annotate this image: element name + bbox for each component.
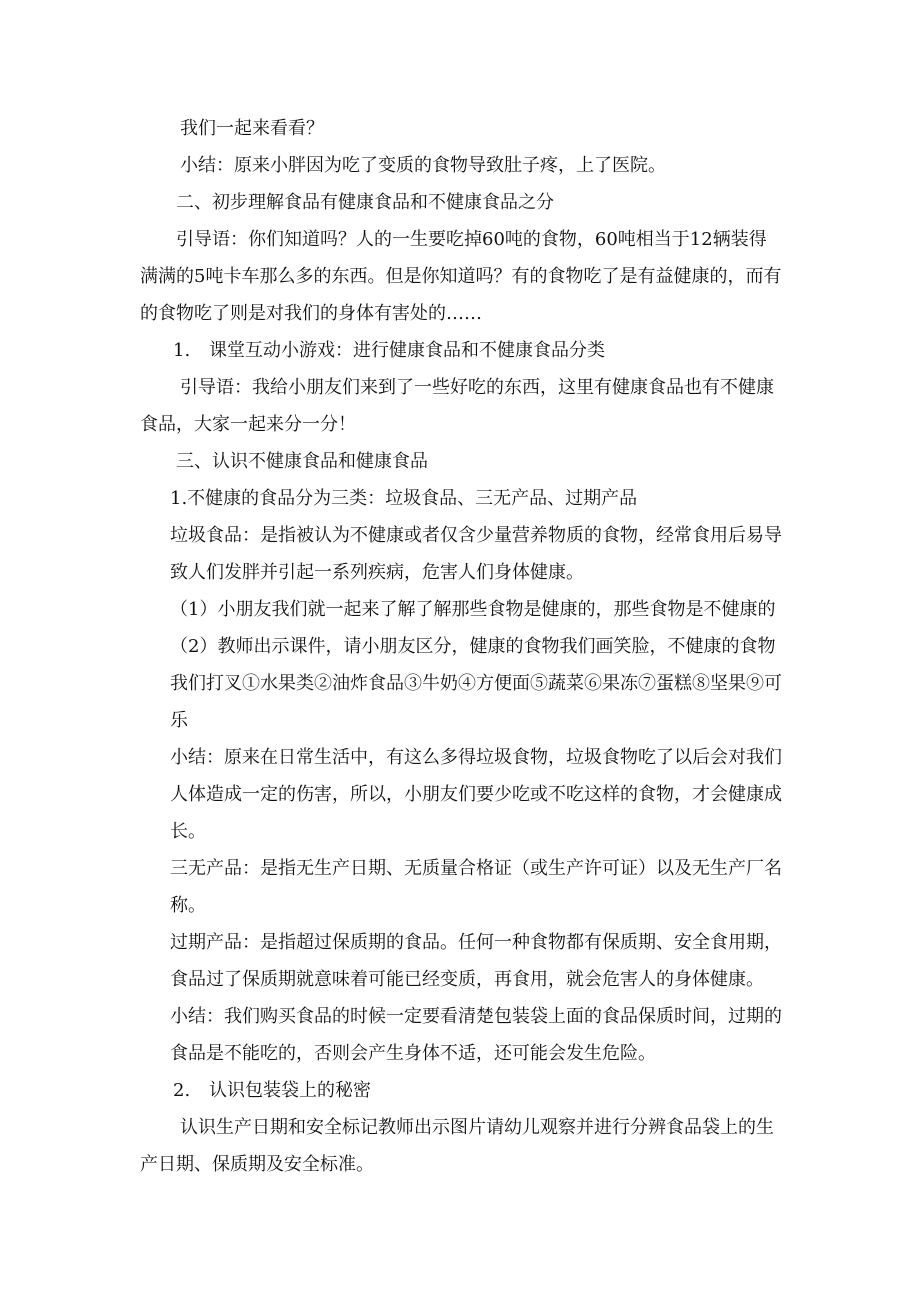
list-item-text: 课堂互动小游戏：进行健康食品和不健康食品分类 bbox=[209, 340, 605, 361]
list-number-2: 2. bbox=[173, 1080, 191, 1101]
paragraph-look-together: 我们一起来看看？ bbox=[180, 118, 324, 139]
paragraph-intro-tasty-things: 引导语：我给小朋友们来到了一些好吃的东西，这里有健康食品也有不健康食品，大家一起来分一分！ bbox=[140, 377, 774, 435]
list-number-1: 1. bbox=[173, 340, 191, 361]
paragraph-food-activity: （1）小朋友我们就一起来了解了解那些食物是健康的，那些食物是不健康的（2）教师出示课件，请小朋友区分，健康的食物我们画笑脸，不健康的食物我们打叉①水果类②油炸食品③牛奶④方便面⑤蔬菜⑥果冻⑦蛋糕⑧坚果⑨可乐 bbox=[170, 599, 782, 731]
paragraph-summary-packaging: 小结：我们购买食品的时候一定要看清楚包装袋上面的食品保质时间，过期的食品是不能吃的，否则会产生身体不适，还可能会发生危险。 bbox=[170, 1006, 782, 1064]
paragraph-summary-xiaopang: 小结：原来小胖因为吃了变质的食物导致肚子疼，上了医院。 bbox=[180, 155, 666, 176]
paragraph-junk-food: 垃圾食品：是指被认为不健康或者仅含少量营养物质的食物，经常食用后易导致人们发胖并引起一系列疾病，危害人们身体健康。 bbox=[170, 525, 782, 583]
paragraph-summary-junk: 小结：原来在日常生活中，有这么多得垃圾食物，垃圾食物吃了以后会对我们人体造成一定的伤害，所以，小朋友们要少吃或不吃这样的食物，才会健康成长。 bbox=[170, 747, 782, 842]
section-heading-three: 三、认识不健康食品和健康食品 bbox=[176, 451, 428, 472]
section-heading-two: 二、初步理解食品有健康食品和不健康食品之分 bbox=[176, 192, 554, 213]
document-body bbox=[140, 110, 782, 1183]
paragraph-unhealthy-three-types: 1.不健康的食品分为三类：垃圾食品、三无产品、过期产品 bbox=[170, 488, 638, 509]
paragraph-intro-60-tons: 引导语：你们知道吗？人的一生要吃掉60吨的食物，60吨相当于12辆装得满满的5吨卡车那么多的东西。但是你知道吗？有的食物吃了是有益健康的，而有的食物吃了则是对我们的身体有害处的…… bbox=[140, 229, 782, 324]
list-item-packaging-secret bbox=[140, 1072, 782, 1109]
list-item-classroom-game bbox=[140, 332, 782, 369]
paragraph-expired-products: 过期产品：是指超过保质期的食品。任何一种食物都有保质期、安全食用期，食品过了保质期就意味着可能已经变质，再食用，就会危害人的身体健康。 bbox=[170, 932, 782, 990]
paragraph-three-no-products: 三无产品：是指无生产日期、无质量合格证（或生产许可证）以及无生产厂名称。 bbox=[170, 858, 782, 916]
list-item-text: 认识包装袋上的秘密 bbox=[209, 1080, 371, 1101]
paragraph-production-date: 认识生产日期和安全标记教师出示图片请幼儿观察并进行分辨食品袋上的生产日期、保质期及安全标准。 bbox=[140, 1117, 774, 1175]
